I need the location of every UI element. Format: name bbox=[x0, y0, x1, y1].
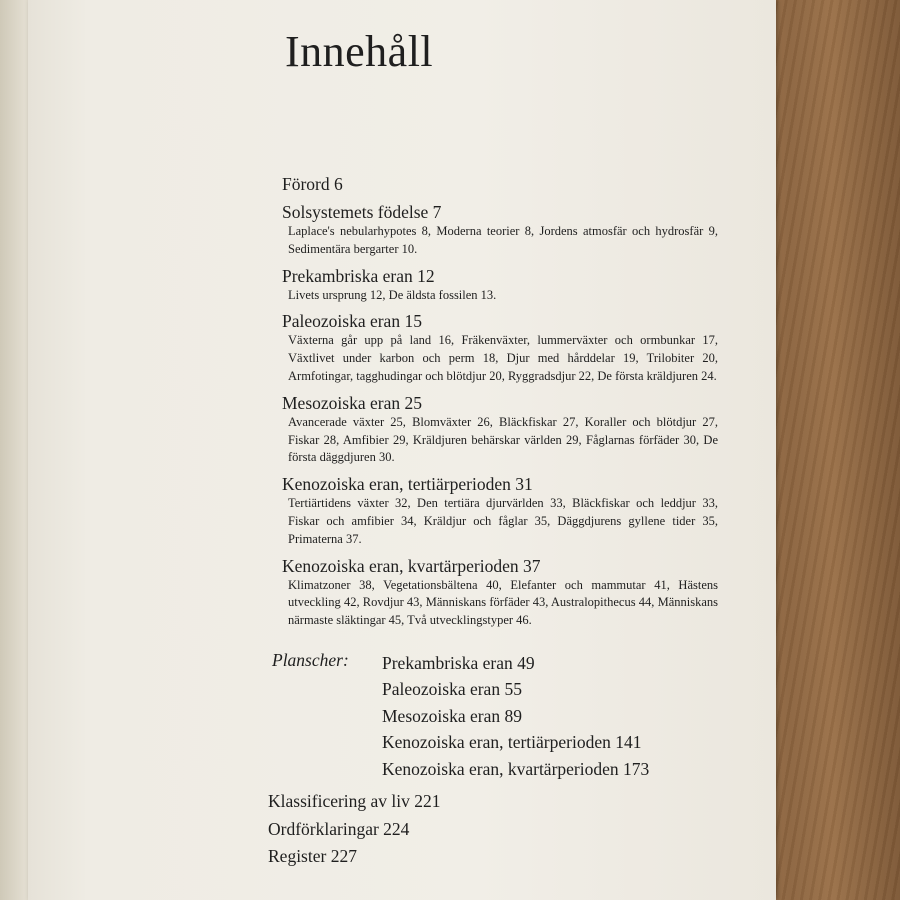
toc-heading: Solsystemets födelse 7 bbox=[282, 202, 442, 222]
toc-subtopics: Växterna går upp på land 16, Fräkenväxter, lummerväxter och ormbunkar 17, Växtlivet under karbon och perm 18, Djur med hårddelar 19, Trilobiter 20, Armfotingar, tagghudingar och blötdjur 20, Ryggradsdjur 22, De första kräldjuren 24. bbox=[288, 333, 718, 383]
back-matter-item: Register 227 bbox=[268, 846, 357, 866]
toc-entry-forord bbox=[282, 173, 722, 195]
plate-item: Mesozoiska eran 89 bbox=[382, 705, 522, 726]
toc-entry-solsystemets-fodelse bbox=[282, 201, 722, 259]
plates-label: Planscher: bbox=[272, 650, 349, 670]
toc-subtopics: Livets ursprung 12, De äldsta fossilen 13. bbox=[288, 287, 497, 302]
toc-entry-prekambriska-eran bbox=[282, 265, 722, 305]
book-page bbox=[28, 0, 776, 900]
toc-entry-mesozoiska-eran bbox=[282, 392, 722, 467]
plate-item: Kenozoiska eran, tertiärperioden 141 bbox=[382, 732, 642, 753]
toc-entry-tertiarperioden bbox=[282, 473, 722, 548]
toc-subtopics: Tertiärtidens växter 32, Den tertiära djurvärlden 33, Bläckfiskar och leddjur 33, Fiskar och amfibier 34, Kräldjur och fåglar 35, Däggdjurens gyllene tider 35, Primaterna 37. bbox=[288, 496, 718, 546]
plate-item: Paleozoiska eran 55 bbox=[382, 679, 522, 700]
plates-list bbox=[382, 650, 742, 782]
toc-heading: Kenozoiska eran, kvartärperioden 37 bbox=[282, 555, 541, 576]
toc-subtopics: Laplace's nebularhypotes 8, Moderna teorier 8, Jordens atmosfär och hydrosfär 9, Sedimentära bergarter 10. bbox=[288, 224, 718, 256]
toc-heading: Prekambriska eran 12 bbox=[282, 265, 435, 286]
back-matter bbox=[268, 788, 668, 871]
page-title: Innehåll bbox=[285, 27, 434, 76]
toc-subtopics: Klimatzoner 38, Vegetationsbältena 40, Elefanter och mammutar 41, Hästens utveckling 42, Rovdjur 43, Människans förfäder 43, Australopithecus 44, Människans närmaste släktingar 45, Två utvecklingstyper 46. bbox=[288, 577, 718, 628]
toc-heading: Förord 6 bbox=[282, 174, 343, 194]
toc-heading: Paleozoiska eran 15 bbox=[282, 311, 422, 332]
back-matter-item: Klassificering av liv 221 bbox=[268, 791, 441, 811]
plate-item: Kenozoiska eran, kvartärperioden 173 bbox=[382, 758, 650, 779]
plate-item: Prekambriska eran 49 bbox=[382, 653, 535, 673]
toc-subtopics: Avancerade växter 25, Blomväxter 26, Bläckfiskar 27, Koraller och blötdjur 27, Fiskar 28, Amfibier 29, Kräldjuren behärskar världen 29, Fåglarnas förfäder 30, De första däggdjuren 30. bbox=[288, 414, 718, 465]
toc-entry-kvartarperioden bbox=[282, 555, 722, 630]
toc-entry-paleozoiska-eran bbox=[282, 310, 722, 385]
back-matter-item: Ordförklaringar 224 bbox=[268, 818, 410, 839]
table-of-contents bbox=[282, 173, 722, 630]
toc-heading: Mesozoiska eran 25 bbox=[282, 392, 422, 413]
toc-heading: Kenozoiska eran, tertiärperioden 31 bbox=[282, 474, 533, 495]
